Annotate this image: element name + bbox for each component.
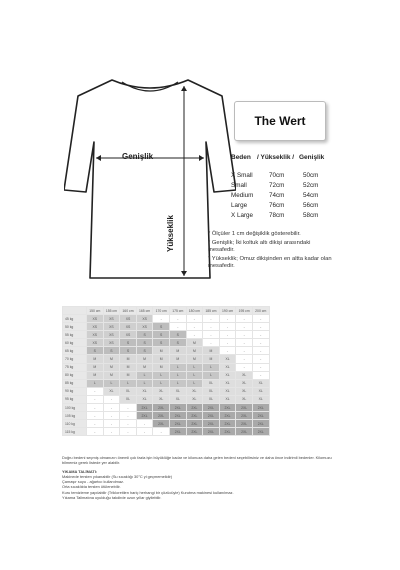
chart-cell: XL (120, 387, 137, 395)
chart-cell: - (236, 331, 253, 339)
chart-cell: - (120, 420, 137, 428)
chart-cell: 2XL (219, 428, 236, 436)
chart-cell: 2XL (186, 428, 203, 436)
chart-cell: 2XL (136, 404, 153, 412)
chart-cell: - (103, 428, 120, 436)
chart-cell: - (219, 331, 236, 339)
size-cell: 52cm (303, 181, 319, 189)
chart-height-header: 175 cm (169, 307, 186, 315)
note-line: * Genişlik; İki koltuk altı dikişi arasındaki mesafedir. (208, 239, 311, 254)
size-cell: X Large (231, 211, 254, 219)
chart-weight-header: 95 kg (63, 395, 87, 403)
chart-height-header: 195 cm (236, 307, 253, 315)
chart-cell: XL (153, 387, 170, 395)
chart-cell: 2XL (252, 428, 269, 436)
chart-cell: - (252, 347, 269, 355)
chart-row (63, 387, 270, 395)
chart-cell: XL (186, 395, 203, 403)
chart-cell: 2XL (153, 412, 170, 420)
chart-cell: - (169, 315, 186, 323)
chart-cell: - (252, 363, 269, 371)
chart-corner (63, 307, 87, 315)
chart-cell: S (153, 339, 170, 347)
chart-cell: - (87, 412, 104, 420)
chart-cell: S (169, 339, 186, 347)
chart-cell: XL (136, 395, 153, 403)
chart-row (63, 331, 270, 339)
chart-cell: 2XL (236, 420, 253, 428)
note-line: * Yükseklik; Omuz dikişinden en altta kadar olan mesafedir. (208, 255, 332, 270)
chart-cell: - (203, 331, 220, 339)
chart-cell: XS (103, 331, 120, 339)
chart-cell: M (120, 371, 137, 379)
chart-cell: L (186, 371, 203, 379)
chart-cell: - (169, 323, 186, 331)
chart-cell: L (203, 371, 220, 379)
chart-cell: M (186, 347, 203, 355)
chart-row (63, 355, 270, 363)
chart-cell: XL (219, 395, 236, 403)
chart-cell: - (186, 331, 203, 339)
chart-cell: - (186, 323, 203, 331)
size-chart-table (62, 306, 270, 436)
chart-cell: S (87, 347, 104, 355)
chart-cell: 2XL (169, 420, 186, 428)
chart-cell: S (153, 323, 170, 331)
chart-cell: XL (203, 379, 220, 387)
chart-row (63, 339, 270, 347)
chart-cell: M (186, 355, 203, 363)
chart-height-header: 155 cm (103, 307, 120, 315)
chart-cell: XL (203, 387, 220, 395)
chart-cell: M (120, 363, 137, 371)
chart-row (63, 412, 270, 420)
chart-cell: - (219, 315, 236, 323)
chart-height-header: 160 cm (120, 307, 137, 315)
chart-cell: - (252, 315, 269, 323)
chart-cell: L (186, 379, 203, 387)
chart-cell: XL (252, 387, 269, 395)
chart-cell: M (169, 347, 186, 355)
chart-cell: 2XL (203, 404, 220, 412)
chart-cell: - (87, 387, 104, 395)
chart-cell: - (87, 404, 104, 412)
chart-cell: - (103, 395, 120, 403)
chart-cell: M (120, 355, 137, 363)
size-cell: 72cm (269, 181, 285, 189)
chart-cell: M (87, 371, 104, 379)
chart-cell: S (153, 331, 170, 339)
chart-cell: XL (169, 395, 186, 403)
chart-cell: 2XL (219, 404, 236, 412)
chart-cell: - (236, 347, 253, 355)
chart-cell: XL (219, 355, 236, 363)
size-row (231, 210, 333, 220)
chart-cell: M (103, 363, 120, 371)
chart-cell: - (236, 339, 253, 347)
chart-cell: - (136, 420, 153, 428)
chart-cell: 2XL (153, 404, 170, 412)
measurement-notes (208, 231, 334, 272)
chart-cell: M (136, 355, 153, 363)
chart-cell: M (103, 371, 120, 379)
chart-weight-header: 70 kg (63, 355, 87, 363)
chart-weight-header: 65 kg (63, 347, 87, 355)
chart-cell: M (153, 347, 170, 355)
chart-cell: - (252, 323, 269, 331)
chart-cell: XL (186, 387, 203, 395)
chart-cell: - (87, 420, 104, 428)
chart-cell: 2XL (219, 412, 236, 420)
chart-cell: L (186, 363, 203, 371)
chart-cell: - (252, 371, 269, 379)
size-header-beden: Beden (231, 154, 251, 161)
chart-weight-header: 50 kg (63, 323, 87, 331)
chart-cell: - (252, 355, 269, 363)
chart-cell: - (203, 315, 220, 323)
chart-height-header: 150 cm (87, 307, 104, 315)
chart-cell: XL (236, 371, 253, 379)
chart-weight-header: 105 kg (63, 412, 87, 420)
chart-header-row (63, 307, 270, 315)
chart-cell: M (169, 355, 186, 363)
size-cell: Medium (231, 191, 254, 199)
chart-row (63, 323, 270, 331)
chart-cell: - (252, 331, 269, 339)
chart-cell: XS (103, 315, 120, 323)
chart-weight-header: 55 kg (63, 331, 87, 339)
chart-cell: - (87, 395, 104, 403)
chart-height-header: 170 cm (153, 307, 170, 315)
size-cell: Large (231, 201, 248, 209)
chart-cell: 2XL (219, 420, 236, 428)
chart-cell: XS (87, 339, 104, 347)
chart-cell: S (169, 331, 186, 339)
chart-cell: XS (103, 339, 120, 347)
chart-cell: - (103, 412, 120, 420)
chart-row (63, 347, 270, 355)
chart-cell: - (219, 347, 236, 355)
chart-row (63, 363, 270, 371)
chart-cell: 2XL (252, 420, 269, 428)
note-line: * Ölçüler 1 cm değişiklik gösterebilir. (208, 231, 301, 237)
chart-cell: XS (120, 331, 137, 339)
chart-cell: S (136, 339, 153, 347)
chart-cell: XL (153, 395, 170, 403)
chart-cell: XL (219, 363, 236, 371)
chart-cell: - (120, 412, 137, 420)
chart-cell: M (136, 363, 153, 371)
chart-cell: XL (103, 387, 120, 395)
size-row (231, 200, 333, 210)
chart-cell: S (103, 347, 120, 355)
chart-cell: XL (252, 395, 269, 403)
chart-cell: - (87, 428, 104, 436)
chart-cell: 2XL (236, 428, 253, 436)
chart-cell: - (252, 339, 269, 347)
chart-cell: XL (252, 379, 269, 387)
chart-cell: - (203, 323, 220, 331)
size-cell: 70cm (269, 171, 285, 179)
chart-cell: XS (120, 323, 137, 331)
chart-cell: 2XL (153, 420, 170, 428)
chart-cell: M (153, 363, 170, 371)
size-cell: 58cm (303, 211, 319, 219)
chart-cell: L (136, 379, 153, 387)
size-header-width: Genişlik (299, 154, 325, 161)
care-title: YIKAMA TALİMATI: (62, 468, 98, 474)
size-table-header (231, 154, 331, 161)
chart-row (63, 420, 270, 428)
chart-cell: 2XL (236, 412, 253, 420)
chart-cell: L (153, 371, 170, 379)
chart-cell: 2XL (252, 412, 269, 420)
size-cell: Small (231, 181, 247, 189)
chart-weight-header: 45 kg (63, 315, 87, 323)
chart-cell: L (103, 379, 120, 387)
chart-cell: XL (136, 387, 153, 395)
chart-row (63, 395, 270, 403)
chart-cell: - (236, 323, 253, 331)
chart-cell: XL (236, 379, 253, 387)
chart-cell: L (169, 379, 186, 387)
chart-height-header: 165 cm (136, 307, 153, 315)
chart-row (63, 379, 270, 387)
chart-cell: 2XL (203, 428, 220, 436)
chart-cell: - (236, 355, 253, 363)
chart-cell: M (87, 363, 104, 371)
chart-cell: XS (120, 315, 137, 323)
chart-cell: L (169, 363, 186, 371)
footnote: Doğru bedeni seçmiş olmanızın önemli çok fazla işin büyüklüğe kadar ve kilonuza daha gelen bedeni seçebilirsiniz ve daha önce indirimli bedenler. Kilomuzu bilmemiz gerek listede yer alabilir. (62, 455, 332, 466)
footer-info (62, 455, 342, 500)
chart-height-header: 185 cm (203, 307, 220, 315)
chart-cell: L (120, 379, 137, 387)
chart-cell: XS (87, 315, 104, 323)
chart-cell: - (120, 428, 137, 436)
chart-cell: XL (236, 395, 253, 403)
chart-cell: - (186, 315, 203, 323)
size-header-height: / Yükseklik / (257, 154, 295, 161)
chart-cell: - (203, 339, 220, 347)
chart-weight-header: 110 kg (63, 420, 87, 428)
size-row (231, 190, 333, 200)
chart-cell: XL (236, 387, 253, 395)
chart-cell: L (153, 379, 170, 387)
chart-cell: XL (219, 371, 236, 379)
chart-cell: M (103, 355, 120, 363)
chart-cell: 2XL (203, 420, 220, 428)
chart-cell: 2XL (169, 404, 186, 412)
chart-cell: - (219, 323, 236, 331)
chart-cell: M (203, 355, 220, 363)
size-cell: 76cm (269, 201, 285, 209)
chart-cell: 2XL (186, 404, 203, 412)
chart-weight-header: 85 kg (63, 379, 87, 387)
chart-weight-header: 100 kg (63, 404, 87, 412)
chart-cell: - (103, 404, 120, 412)
chart-height-header: 180 cm (186, 307, 203, 315)
chart-cell: XS (87, 331, 104, 339)
chart-height-header: 190 cm (219, 307, 236, 315)
chart-cell: 2XL (186, 420, 203, 428)
chart-cell: XL (219, 379, 236, 387)
brand-name: The Wert (254, 114, 306, 128)
height-label: Yükseklik (166, 215, 175, 252)
chart-cell: 2XL (203, 412, 220, 420)
chart-cell: M (203, 347, 220, 355)
chart-cell: XL (169, 387, 186, 395)
width-label: Genişlik (122, 152, 154, 161)
size-chart (62, 306, 270, 436)
care-line: Makinede tersten yıkanabilir (Su sıcaklığı 30°C yi geçmemelidir) (62, 473, 173, 479)
chart-cell: 2XL (136, 412, 153, 420)
chart-weight-header: 75 kg (63, 363, 87, 371)
chart-cell: - (236, 315, 253, 323)
chart-cell: - (103, 420, 120, 428)
chart-row (63, 371, 270, 379)
size-cell: 54cm (303, 191, 319, 199)
chart-cell: S (120, 347, 137, 355)
chart-cell: - (236, 363, 253, 371)
chart-cell: - (136, 428, 153, 436)
chart-weight-header: 60 kg (63, 339, 87, 347)
size-cell: 78cm (269, 211, 285, 219)
care-line: Yıkama Talimatına uyulduğu takdirde uzun yıllar giyilebilir. (62, 494, 162, 500)
chart-cell: L (203, 363, 220, 371)
chart-cell: - (120, 404, 137, 412)
chart-weight-header: 90 kg (63, 387, 87, 395)
chart-cell: XS (136, 323, 153, 331)
chart-cell: XL (203, 395, 220, 403)
chart-cell: S (120, 339, 137, 347)
care-line: Kuru temizleme yapılabilir (Trikloretilen hariç herhangi bir çözücüyle) Kurutma makinesi kullanılmaz. (62, 489, 234, 495)
brand-badge (234, 101, 326, 141)
chart-cell: L (169, 371, 186, 379)
chart-cell: - (153, 315, 170, 323)
chart-cell: 2XL (236, 404, 253, 412)
chart-row (63, 315, 270, 323)
chart-row (63, 404, 270, 412)
chart-cell: M (153, 355, 170, 363)
size-table (231, 170, 333, 220)
chart-cell: XS (103, 323, 120, 331)
chart-cell: XS (87, 323, 104, 331)
size-cell: 74cm (269, 191, 285, 199)
chart-cell: - (153, 428, 170, 436)
chart-cell: S (136, 347, 153, 355)
size-cell: X Small (231, 171, 253, 179)
chart-cell: M (87, 355, 104, 363)
size-row (231, 170, 333, 180)
size-cell: 56cm (303, 201, 319, 209)
chart-cell: XL (120, 395, 137, 403)
chart-cell: L (136, 371, 153, 379)
chart-weight-header: 115 kg (63, 428, 87, 436)
chart-cell: 2XL (169, 412, 186, 420)
chart-cell: 2XL (186, 412, 203, 420)
chart-cell: XS (136, 315, 153, 323)
size-row (231, 180, 333, 190)
chart-weight-header: 80 kg (63, 371, 87, 379)
chart-cell: - (219, 339, 236, 347)
chart-cell: 2XL (169, 428, 186, 436)
care-line: Orta sıcaklıkta tersten ütülenebilir. (62, 484, 121, 490)
chart-cell: S (136, 331, 153, 339)
chart-cell: 2XL (252, 404, 269, 412)
chart-cell: L (87, 379, 104, 387)
chart-height-header: 200 cm (252, 307, 269, 315)
size-cell: 50cm (303, 171, 319, 179)
care-line: Çamaşır suyu - ağartıcı kullanılmaz. (62, 479, 125, 485)
chart-row (63, 428, 270, 436)
chart-cell: M (186, 339, 203, 347)
chart-cell: XL (219, 387, 236, 395)
